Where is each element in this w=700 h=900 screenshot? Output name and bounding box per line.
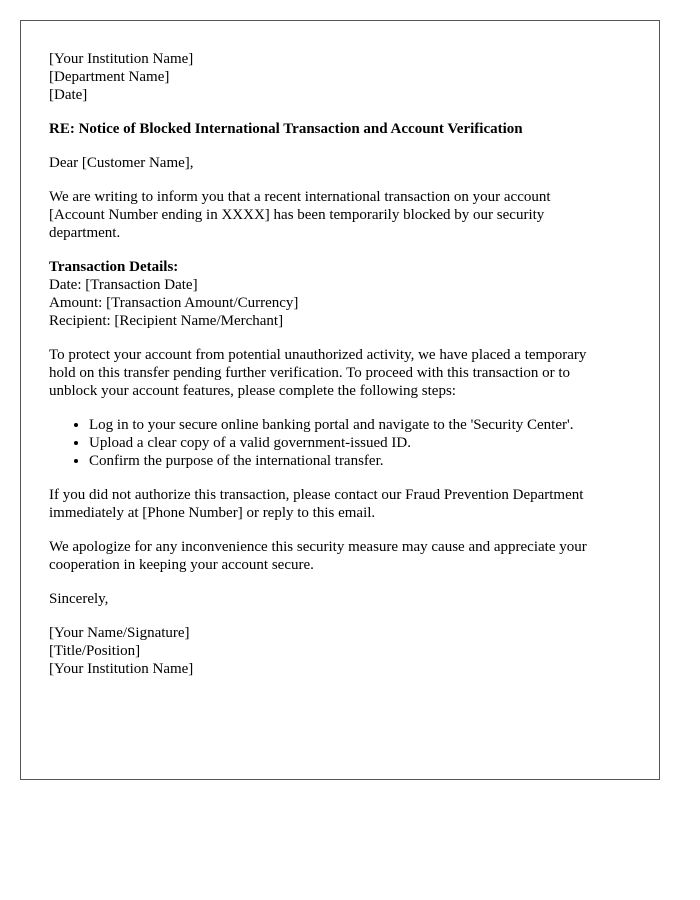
list-item: • Confirm the purpose of the international transfer. — [89, 452, 639, 470]
closing: Sincerely, — [49, 591, 109, 607]
contact-line: immediately at [Phone Number] or reply to this email. — [49, 505, 376, 521]
transaction-recipient: Recipient: [Recipient Name/Merchant] — [49, 313, 284, 329]
action-line: To protect your account from potential unauthorized activity, we have placed a temporary — [49, 347, 587, 363]
transaction-details-heading: Transaction Details: — [49, 259, 179, 275]
action-line: unblock your account features, please complete the following steps: — [49, 383, 456, 399]
transaction-details — [49, 258, 639, 330]
sender-institution: [Your Institution Name] — [49, 51, 194, 67]
sender-block — [49, 50, 639, 104]
sender-department: [Department Name] — [49, 69, 170, 85]
letter-frame — [20, 20, 660, 780]
action-line: hold on this transfer pending further verification. To proceed with this transaction or to — [49, 365, 571, 381]
transaction-amount: Amount: [Transaction Amount/Currency] — [49, 295, 299, 311]
contact-line: If you did not authorize this transaction, please contact our Fraud Prevention Department — [49, 487, 584, 503]
signature-name: [Your Name/Signature] — [49, 625, 190, 641]
subject-line: RE: Notice of Blocked International Transaction and Account Verification — [49, 121, 523, 137]
letter-date: [Date] — [49, 87, 88, 103]
signature-block — [49, 624, 639, 678]
intro-line: We are writing to inform you that a recent international transaction on your account — [49, 189, 551, 205]
signature-institution: [Your Institution Name] — [49, 661, 194, 677]
transaction-date: Date: [Transaction Date] — [49, 277, 198, 293]
letter-body — [49, 50, 639, 678]
signature-title: [Title/Position] — [49, 643, 141, 659]
apology-paragraph — [49, 538, 639, 574]
list-item: • Log in to your secure online banking portal and navigate to the 'Security Center'. — [89, 416, 639, 434]
verification-steps-list — [49, 416, 639, 470]
intro-line: [Account Number ending in XXXX] has been temporarily blocked by our security — [49, 207, 545, 223]
list-item: • Upload a clear copy of a valid government-issued ID. — [89, 434, 639, 452]
contact-paragraph — [49, 486, 639, 522]
apology-line: cooperation in keeping your account secure. — [49, 557, 314, 573]
action-paragraph — [49, 346, 639, 400]
apology-line: We apologize for any inconvenience this security measure may cause and appreciate your — [49, 539, 587, 555]
intro-paragraph — [49, 188, 639, 242]
intro-line: department. — [49, 225, 121, 241]
salutation: Dear [Customer Name], — [49, 155, 194, 171]
